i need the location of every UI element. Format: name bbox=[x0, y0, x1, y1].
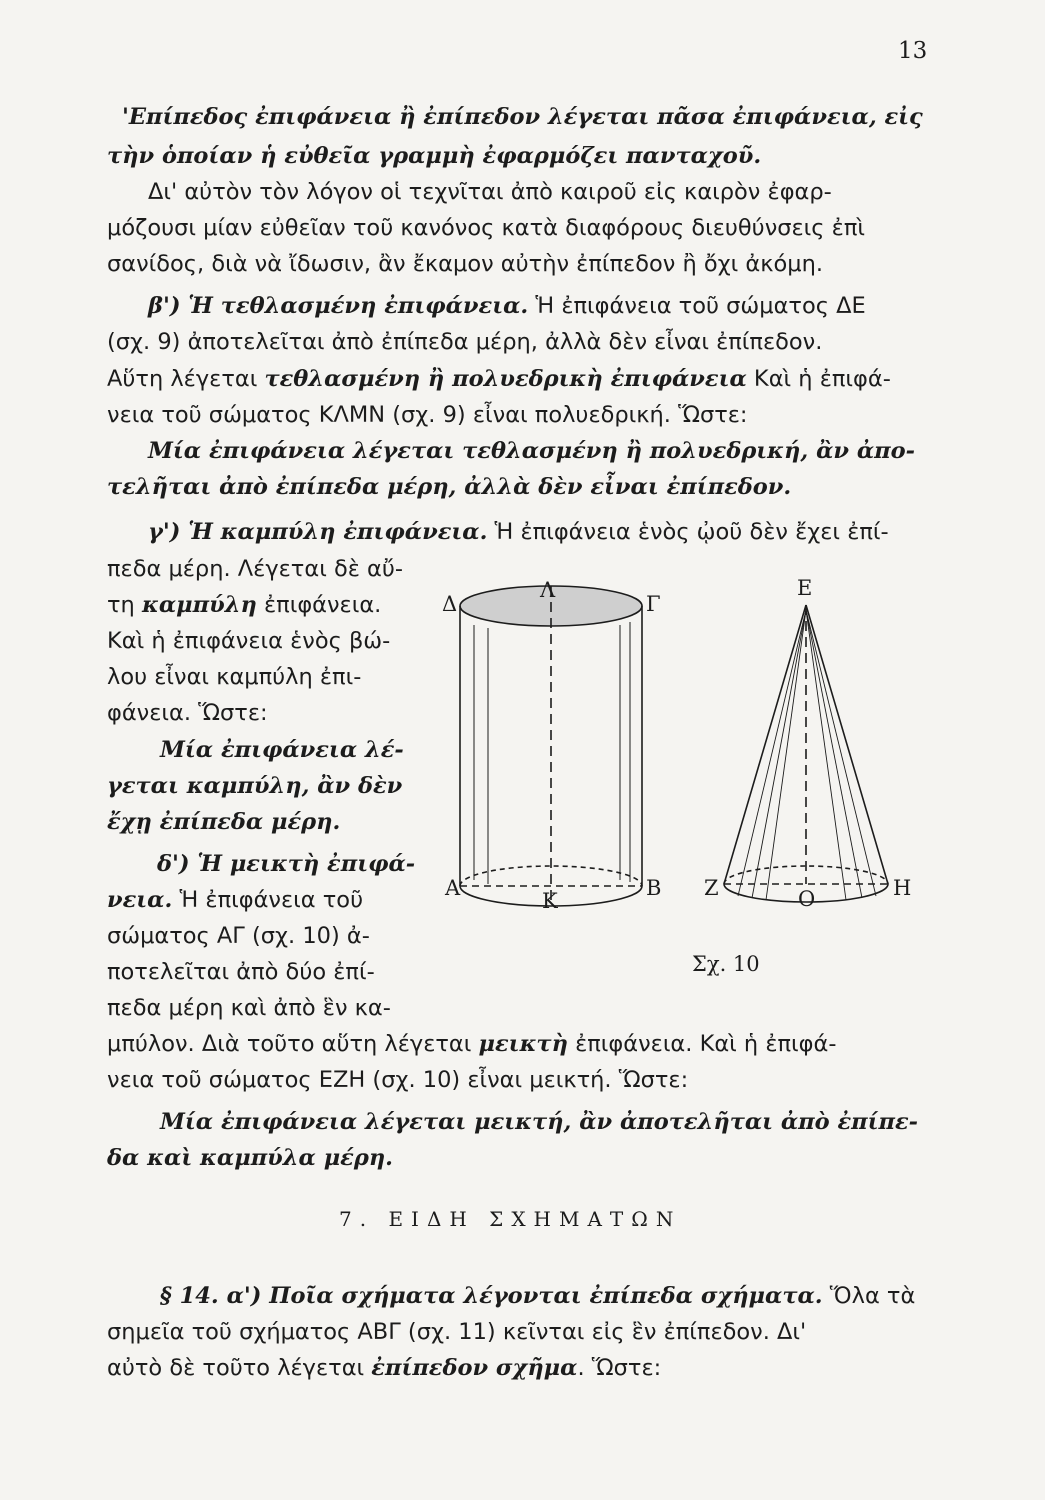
text-line: Μία ἐπιφάνεια λέγεται τεθλασμένη ἢ πολυεδρική, ἂν ἀπο- bbox=[148, 438, 915, 464]
text-line: λου εἶναι καμπύλη ἐπι- bbox=[107, 664, 362, 690]
text-line: ἔχῃ ἐπίπεδα μέρη. bbox=[107, 809, 341, 835]
text-line: αὐτὸ δὲ τοῦτο λέγεται ἐπίπεδον σχῆμα. Ὥστε: bbox=[107, 1355, 662, 1381]
text-line: σανίδος, διὰ νὰ ἴδωσιν, ἂν ἔκαμον αὐτὴν ἐπίπεδον ἢ ὄχι ἀκόμη. bbox=[107, 251, 823, 277]
text-line: τὴν ὁποίαν ἡ εὐθεῖα γραμμὴ ἐφαρμόζει πανταχοῦ. bbox=[107, 143, 762, 169]
text-line: δ') Ἡ μεικτὴ ἐπιφά- bbox=[157, 851, 416, 877]
text-line: Δι' αὐτὸν τὸν λόγον οἱ τεχνῖται ἀπὸ καιροῦ εἰς καιρὸν ἐφαρ- bbox=[148, 179, 832, 205]
cylinder-figure bbox=[460, 586, 642, 906]
label-epsilon: Ε bbox=[797, 576, 813, 600]
section-heading: 7. ΕΙΔΗ ΣΧΗΜΑΤΩΝ bbox=[339, 1207, 682, 1231]
label-omicron: Ο bbox=[798, 887, 816, 911]
text-line: (σχ. 9) ἀποτελεῖται ἀπὸ ἐπίπεδα μέρη, ἀλλὰ δὲν εἶναι ἐπίπεδον. bbox=[107, 329, 823, 355]
text-line: μπύλον. Διὰ τοῦτο αὕτη λέγεται μεικτὴ ἐπιφάνεια. Καὶ ἡ ἐπιφά- bbox=[107, 1031, 837, 1057]
text-line: ποτελεῖται ἀπὸ δύο ἐπί- bbox=[107, 959, 375, 985]
text-line: Καὶ ἡ ἐπιφάνεια ἑνὸς βώ- bbox=[107, 628, 391, 654]
text-line: γ') Ἡ καμπύλη ἐπιφάνεια. Ἡ ἐπιφάνεια ἑνὸς ᾠοῦ δὲν ἔχει ἐπί- bbox=[148, 519, 889, 545]
text-line: φάνεια. Ὥστε: bbox=[107, 700, 268, 726]
text-line: γεται καμπύλη, ἂν δὲν bbox=[107, 773, 403, 799]
text-line: β') Ἡ τεθλασμένη ἐπιφάνεια. Ἡ ἐπιφάνεια τοῦ σώματος ΔΕ bbox=[148, 293, 866, 319]
label-gamma: Γ bbox=[646, 592, 661, 616]
text-line: 'Επίπεδος ἐπιφάνεια ἢ ἐπίπεδον λέγεται πᾶσα ἐπιφάνεια, εἰς bbox=[122, 104, 923, 130]
text-line: μόζουσι μίαν εὐθεῖαν τοῦ κανόνος κατὰ διαφόρους διευθύνσεις ἐπὶ bbox=[107, 215, 865, 241]
label-zeta: Ζ bbox=[704, 876, 719, 900]
text-line: σώματος ΑΓ (σχ. 10) ἀ- bbox=[107, 923, 370, 949]
page-number: 13 bbox=[898, 38, 928, 64]
text-line: πεδα μέρη καὶ ἀπὸ ἓν κα- bbox=[107, 995, 391, 1021]
text-line: πεδα μέρη. Λέγεται δὲ αὔ- bbox=[107, 556, 404, 582]
label-alpha: Α bbox=[445, 876, 461, 900]
cone-figure bbox=[724, 605, 888, 902]
text-line: νεια τοῦ σώματος ΕΖΗ (σχ. 10) εἶναι μεικτή. Ὥστε: bbox=[107, 1067, 689, 1093]
text-line: νεια τοῦ σώματος ΚΛΜΝ (σχ. 9) εἶναι πολυεδρική. Ὥστε: bbox=[107, 402, 748, 428]
label-delta: Δ bbox=[442, 592, 458, 616]
label-lambda: Λ bbox=[540, 578, 556, 602]
text-line: Μία ἐπιφάνεια λέγεται μεικτή, ἂν ἀποτελῆται ἀπὸ ἐπίπε- bbox=[160, 1109, 919, 1135]
text-line: Αὕτη λέγεται τεθλασμένη ἢ πολυεδρικὴ ἐπιφάνεια Καὶ ἡ ἐπιφά- bbox=[107, 366, 891, 392]
text-line: σημεῖα τοῦ σχήματος ΑΒΓ (σχ. 11) κεῖνται εἰς ἓν ἐπίπεδον. Δι' bbox=[107, 1319, 807, 1345]
label-kappa: Κ bbox=[542, 889, 558, 913]
text-line: νεια. Ἡ ἐπιφάνεια τοῦ bbox=[107, 887, 364, 913]
text-line: δα καὶ καμπύλα μέρη. bbox=[107, 1145, 394, 1171]
text-line: Μία ἐπιφάνεια λέ- bbox=[160, 737, 404, 763]
label-eta: Η bbox=[893, 876, 912, 900]
label-beta: Β bbox=[646, 876, 662, 900]
text-line: τελῆται ἀπὸ ἐπίπεδα μέρη, ἀλλὰ δὲν εἶναι ἐπίπεδον. bbox=[107, 474, 792, 500]
text-line: τη καμπύλη ἐπιφάνεια. bbox=[107, 592, 382, 618]
figure-caption: Σχ. 10 bbox=[692, 952, 760, 976]
text-line: § 14. α') Ποῖα σχήματα λέγονται ἐπίπεδα σχήματα. Ὅλα τὰ bbox=[160, 1283, 916, 1309]
